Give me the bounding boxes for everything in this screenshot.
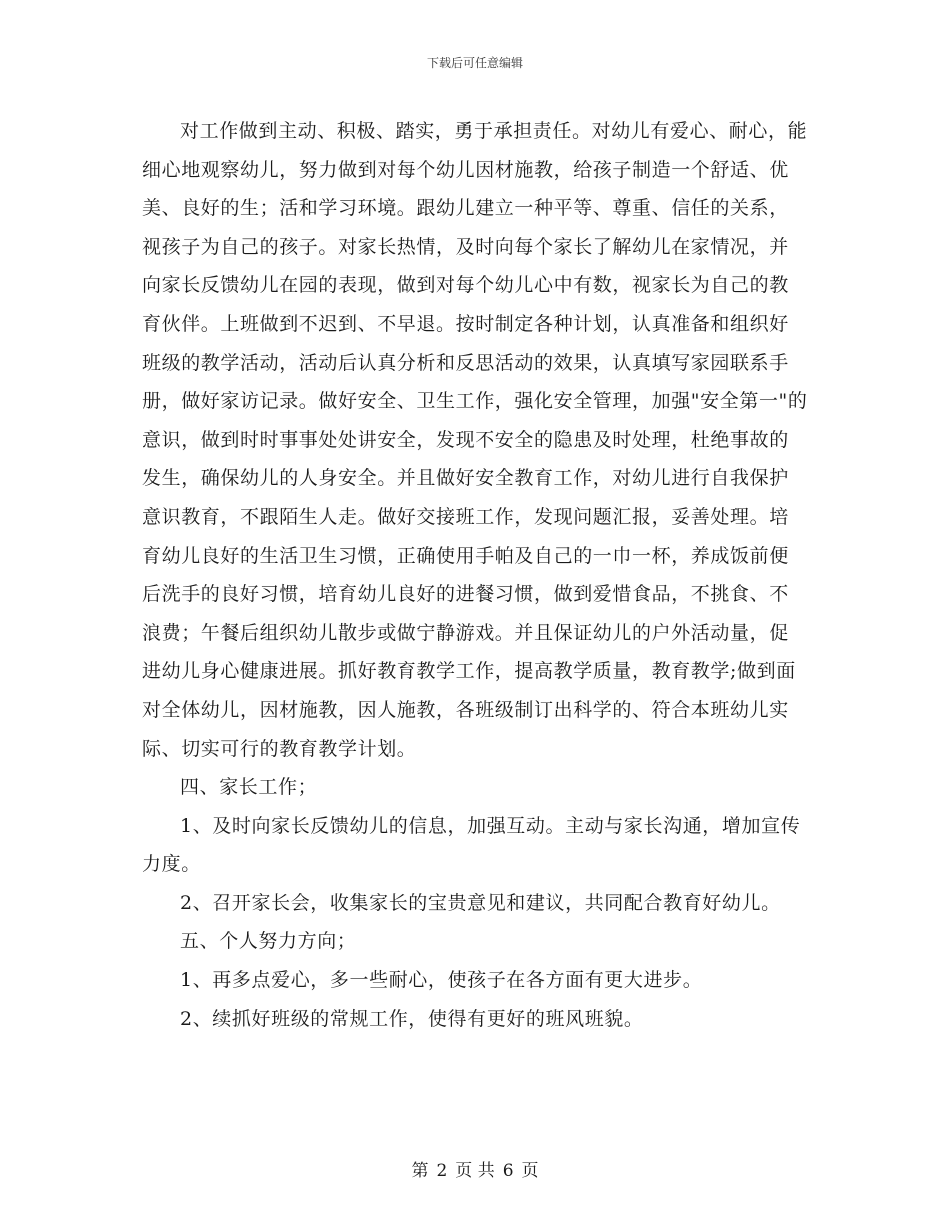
list-item-class-routine: 2、续抓好班级的常规工作，使得有更好的班风班貌。 bbox=[180, 1007, 644, 1030]
page-mid: 页 共 bbox=[455, 1161, 495, 1181]
page-header: 下载后可任意编辑 bbox=[426, 56, 523, 70]
section-heading-personal-direction: 五、个人努力方向； bbox=[180, 930, 357, 953]
paragraph-duties: 对工作做到主动、积极、踏实，勇于承担责任。对幼儿有爱心、耐心，能细心地观察幼儿，努力做到对每个幼儿因材施教，给孩子制造一个舒适、优美、良好的生；活和学习环境。跟幼儿建立一种平等、尊重、信任的关系，视孩子为自己的孩子。对家长热情，及时向每个家长了解幼儿在家情况，并向家长反馈幼儿在园的表现，做到对每个幼儿心中有数，视家长为自己的教育伙伴。上班做到不迟到、不早退。按时制定各种计划，认真准备和组织好班级的教学活动，活动后认真分析和反思活动的效果，认真填写家园联系手册，做好家访记录。做好安全、卫生工作，强化安全管理，加强"安全第一"的意识，做到时时事事处处讲安全，发现不安全的隐患及时处理，杜绝事故的发生，确保幼儿的人身安全。并且做好安全教育工作，对幼儿进行自我保护意识教育，不跟陌生人走。做好交接班工作，发现问题汇报，妥善处理。培育幼儿良好的生活卫生习惯，正确使用手帕及自己的一巾一杯，养成饭前便后洗手的良好习惯，培育幼儿良好的进餐习惯，做到爱惜食品，不挑食、不浪费；午餐后组织幼儿散步或做宁静游戏。并且保证幼儿的户外活动量，促进幼儿身心健康进展。抓好教育教学工作，提高教学质量，教育教学;做到面对全体幼儿，因材施教，因人施教，各班级制订出科学的、符合本班幼儿实际、切实可行的教育教学计划。 bbox=[142, 120, 808, 760]
section-heading-parent-work: 四、家长工作； bbox=[180, 776, 318, 799]
page-footer bbox=[0, 1156, 950, 1181]
list-item-parent-meeting: 2、召开家长会，收集家长的宝贵意见和建议，共同配合教育好幼儿。 bbox=[180, 891, 781, 914]
list-item-parent-feedback: 1、及时向家长反馈幼儿的信息，加强互动。主动与家长沟通，增加宣传力度。 bbox=[142, 814, 801, 876]
page-number: 2 bbox=[436, 1161, 448, 1181]
page-total: 6 bbox=[502, 1161, 514, 1181]
page-prefix: 第 bbox=[411, 1161, 429, 1181]
document-body bbox=[142, 112, 808, 1038]
list-item-more-love: 1、再多点爱心，多一些耐心，使孩子在各方面有更大进步。 bbox=[180, 969, 703, 992]
page-suffix: 页 bbox=[521, 1161, 539, 1181]
